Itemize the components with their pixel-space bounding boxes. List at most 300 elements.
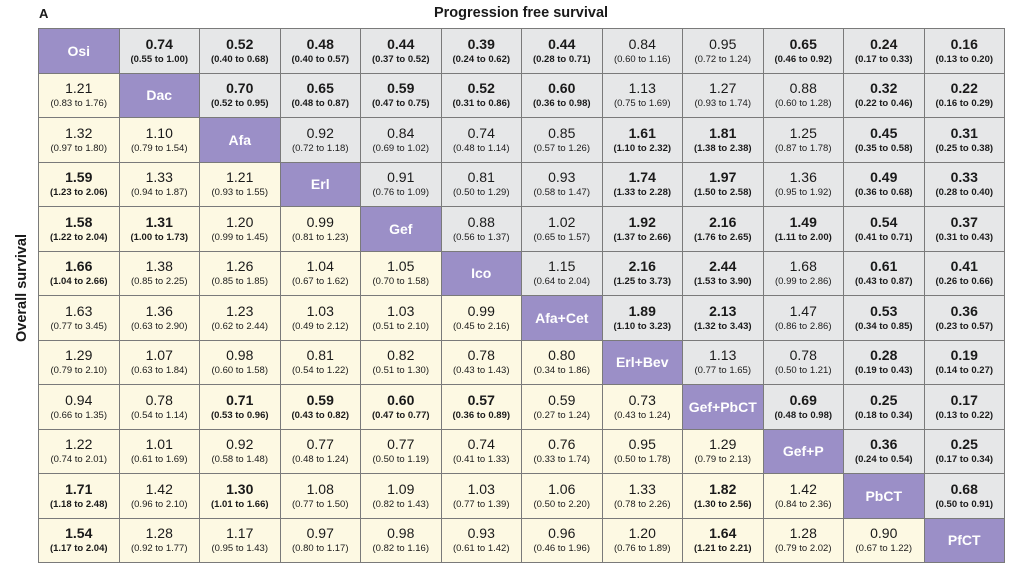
confidence-interval: (0.22 to 0.46) [854,98,913,110]
hazard-ratio-value: 0.57 [467,391,495,408]
confidence-interval: (0.43 to 1.43) [452,365,510,377]
hazard-ratio-value: 0.74 [467,124,495,141]
pfs-estimate-cell [361,73,442,118]
confidence-interval: (0.62 to 2.44) [211,320,268,332]
confidence-interval: (0.97 to 1.80) [50,142,107,154]
pfs-estimate-cell [602,29,683,74]
pfs-estimate-cell [602,73,683,118]
confidence-interval: (0.84 to 2.36) [774,498,832,510]
pfs-estimate-cell [280,29,361,74]
os-estimate-cell [522,385,603,430]
confidence-interval: (0.14 to 0.27) [935,365,994,377]
confidence-interval: (0.61 to 1.42) [452,543,510,555]
hazard-ratio-value: 1.68 [789,258,817,275]
confidence-interval: (0.28 to 0.40) [935,187,994,199]
os-estimate-cell [39,118,120,163]
hazard-ratio-value: 0.19 [950,347,978,364]
pfs-estimate-cell [361,29,442,74]
hazard-ratio-value: 1.21 [226,169,254,186]
os-estimate-cell [441,385,522,430]
hazard-ratio-value: 0.99 [306,213,334,230]
pfs-estimate-cell [924,162,1005,207]
hazard-ratio-value: 0.73 [628,391,656,408]
pfs-estimate-cell [441,118,522,163]
hazard-ratio-value: 1.54 [65,525,93,542]
hazard-ratio-value: 0.33 [950,169,978,186]
os-estimate-cell [280,385,361,430]
confidence-interval: (0.63 to 1.84) [130,365,188,377]
os-estimate-cell [39,251,120,296]
confidence-interval: (0.76 to 1.89) [613,543,671,555]
os-estimate-cell [119,518,200,563]
pfs-estimate-cell [763,73,844,118]
pfs-estimate-cell [522,251,603,296]
confidence-interval: (0.31 to 0.43) [935,231,994,243]
hazard-ratio-value: 0.59 [387,80,415,97]
hazard-ratio-value: 0.37 [950,213,978,230]
confidence-interval: (0.92 to 1.77) [130,543,188,555]
confidence-interval: (0.25 to 0.38) [935,142,994,154]
os-estimate-cell [119,474,200,519]
os-estimate-cell [39,429,120,474]
table-row [39,296,1005,341]
hazard-ratio-value: 1.89 [628,302,656,319]
hazard-ratio-value: 1.71 [65,480,93,497]
pfs-estimate-cell [441,29,522,74]
hazard-ratio-value: 0.77 [387,436,415,453]
confidence-interval: (1.10 to 3.23) [613,320,672,332]
confidence-interval: (0.23 to 0.57) [935,320,994,332]
hazard-ratio-value: 0.65 [306,80,334,97]
confidence-interval: (0.18 to 0.34) [854,409,913,421]
table-row [39,385,1005,430]
confidence-interval: (0.80 to 1.17) [291,543,349,555]
pfs-estimate-cell [924,429,1005,474]
pfs-estimate-cell [522,207,603,252]
confidence-interval: (0.78 to 2.26) [613,498,671,510]
pfs-estimate-cell [441,162,522,207]
os-estimate-cell [280,207,361,252]
pfs-estimate-cell [763,340,844,385]
hazard-ratio-value: 0.84 [628,35,656,52]
hazard-ratio-value: 0.36 [950,302,978,319]
confidence-interval: (0.79 to 2.13) [694,454,751,466]
hazard-ratio-value: 1.31 [145,213,173,230]
os-estimate-cell [602,518,683,563]
pfs-estimate-cell [844,73,925,118]
hazard-ratio-value: 1.22 [65,436,93,453]
hazard-ratio-value: 1.92 [628,213,656,230]
hazard-ratio-value: 0.80 [548,347,576,364]
panel-label: A [39,6,49,21]
table-row [39,518,1005,563]
confidence-interval: (0.95 to 1.43) [211,543,268,555]
treatment-label-cell: Osi [39,29,120,74]
hazard-ratio-value: 0.98 [226,347,254,364]
hazard-ratio-value: 2.16 [628,258,656,275]
hazard-ratio-value: 1.29 [65,347,93,364]
pfs-estimate-cell [844,385,925,430]
os-estimate-cell [119,296,200,341]
hazard-ratio-value: 0.92 [226,436,254,453]
hazard-ratio-value: 0.60 [548,80,576,97]
table-row [39,207,1005,252]
os-estimate-cell [441,296,522,341]
confidence-interval: (0.87 to 1.78) [774,142,832,154]
confidence-interval: (0.17 to 0.33) [854,53,913,65]
os-estimate-cell [119,429,200,474]
confidence-interval: (0.50 to 1.29) [452,187,510,199]
confidence-interval: (0.76 to 1.09) [372,187,429,199]
confidence-interval: (0.94 to 1.87) [130,187,188,199]
hazard-ratio-value: 1.97 [709,169,737,186]
pfs-axis-title: Progression free survival [433,5,609,21]
hazard-ratio-value: 1.64 [709,525,737,542]
hazard-ratio-value: 0.31 [950,124,978,141]
os-estimate-cell [602,385,683,430]
confidence-interval: (0.37 to 0.52) [371,53,430,65]
pfs-estimate-cell [924,296,1005,341]
table-row [39,118,1005,163]
hazard-ratio-value: 0.52 [467,80,495,97]
hazard-ratio-value: 0.45 [870,124,898,141]
hazard-ratio-value: 1.23 [226,302,254,319]
os-estimate-cell [361,296,442,341]
confidence-interval: (0.50 to 1.19) [372,454,429,466]
confidence-interval: (0.99 to 1.45) [211,231,268,243]
hazard-ratio-value: 0.78 [789,347,817,364]
hazard-ratio-value: 0.97 [306,525,334,542]
os-estimate-cell [683,474,764,519]
table-row [39,340,1005,385]
confidence-interval: (1.53 to 3.90) [693,276,752,288]
hazard-ratio-value: 1.08 [306,480,334,497]
pfs-estimate-cell [602,296,683,341]
confidence-interval: (0.93 to 1.74) [694,98,751,110]
hazard-ratio-value: 0.84 [387,124,415,141]
hazard-ratio-value: 0.44 [387,35,415,52]
pfs-estimate-cell [844,207,925,252]
confidence-interval: (0.85 to 1.85) [211,276,268,288]
os-estimate-cell [200,162,281,207]
hazard-ratio-value: 0.93 [548,169,576,186]
confidence-interval: (0.40 to 0.68) [210,53,269,65]
confidence-interval: (0.96 to 2.10) [130,498,188,510]
hazard-ratio-value: 0.94 [65,391,93,408]
confidence-interval: (0.93 to 1.55) [211,187,268,199]
hazard-ratio-value: 0.54 [870,213,898,230]
confidence-interval: (0.13 to 0.22) [935,409,994,421]
hazard-ratio-value: 0.78 [145,391,173,408]
pfs-estimate-cell [200,73,281,118]
os-estimate-cell [280,429,361,474]
hazard-ratio-value: 1.38 [145,258,173,275]
pfs-estimate-cell [924,118,1005,163]
os-estimate-cell [200,518,281,563]
pfs-estimate-cell [200,29,281,74]
hazard-ratio-value: 1.81 [709,124,737,141]
pfs-estimate-cell [924,340,1005,385]
os-estimate-cell [39,340,120,385]
pfs-estimate-cell [924,73,1005,118]
os-estimate-cell [200,340,281,385]
pfs-estimate-cell [361,118,442,163]
pfs-estimate-cell [924,251,1005,296]
confidence-interval: (0.48 to 1.14) [452,142,510,154]
os-estimate-cell [280,518,361,563]
hazard-ratio-value: 0.28 [870,347,898,364]
os-estimate-cell [119,340,200,385]
hazard-ratio-value: 0.70 [226,80,254,97]
hazard-ratio-value: 0.16 [950,35,978,52]
confidence-interval: (0.72 to 1.18) [291,142,349,154]
confidence-interval: (1.10 to 2.32) [613,142,672,154]
pfs-estimate-cell [924,207,1005,252]
hazard-ratio-value: 0.88 [789,80,817,97]
pfs-estimate-cell [441,73,522,118]
confidence-interval: (0.66 to 1.35) [50,409,107,421]
hazard-ratio-value: 1.06 [548,480,576,497]
pfs-estimate-cell [683,251,764,296]
confidence-interval: (0.60 to 1.16) [613,53,671,65]
hazard-ratio-value: 1.03 [306,302,334,319]
confidence-interval: (0.65 to 1.57) [533,231,590,243]
confidence-interval: (1.04 to 2.66) [49,276,108,288]
confidence-interval: (0.26 to 0.66) [935,276,994,288]
hazard-ratio-value: 1.01 [145,436,173,453]
hazard-ratio-value: 0.69 [789,391,817,408]
confidence-interval: (0.54 to 1.14) [130,409,188,421]
os-estimate-cell [280,474,361,519]
hazard-ratio-value: 0.17 [950,391,978,408]
confidence-interval: (1.30 to 2.56) [693,498,752,510]
confidence-interval: (1.22 to 2.04) [49,231,108,243]
treatment-label-cell: Ico [441,251,522,296]
pfs-estimate-cell [683,29,764,74]
os-estimate-cell [280,251,361,296]
os-estimate-cell [200,296,281,341]
confidence-interval: (0.70 to 1.58) [372,276,429,288]
hazard-ratio-value: 0.48 [306,35,334,52]
treatment-label-cell: PfCT [924,518,1005,563]
os-estimate-cell [119,162,200,207]
confidence-interval: (0.67 to 1.22) [855,543,912,555]
os-estimate-cell [39,385,120,430]
confidence-interval: (0.16 to 0.29) [935,98,994,110]
hazard-ratio-value: 1.63 [65,302,93,319]
table-row [39,73,1005,118]
hazard-ratio-value: 0.90 [870,525,898,542]
pfs-estimate-cell [683,296,764,341]
hazard-ratio-value: 2.13 [709,302,737,319]
confidence-interval: (1.00 to 1.73) [130,231,189,243]
confidence-interval: (1.01 to 1.66) [210,498,269,510]
confidence-interval: (1.38 to 2.38) [693,142,752,154]
hazard-ratio-value: 0.25 [950,436,978,453]
os-estimate-cell [361,429,442,474]
confidence-interval: (0.79 to 2.02) [774,543,832,555]
confidence-interval: (0.95 to 1.92) [774,187,832,199]
confidence-interval: (0.46 to 0.92) [774,53,833,65]
confidence-interval: (0.54 to 1.22) [291,365,349,377]
pfs-estimate-cell [763,251,844,296]
confidence-interval: (0.52 to 0.95) [210,98,269,110]
hazard-ratio-value: 0.71 [226,391,254,408]
confidence-interval: (0.79 to 1.54) [130,142,188,154]
pfs-estimate-cell [844,340,925,385]
pfs-estimate-cell [522,73,603,118]
hazard-ratio-value: 0.74 [467,436,495,453]
pfs-estimate-cell [763,207,844,252]
pfs-estimate-cell [602,162,683,207]
confidence-interval: (0.48 to 1.24) [291,454,349,466]
confidence-interval: (0.27 to 1.24) [533,409,590,421]
os-estimate-cell [280,340,361,385]
confidence-interval: (0.86 to 2.86) [774,320,832,332]
confidence-interval: (0.33 to 1.74) [533,454,590,466]
confidence-interval: (1.25 to 3.73) [613,276,672,288]
os-estimate-cell [119,118,200,163]
hazard-ratio-value: 0.44 [548,35,576,52]
pfs-estimate-cell [844,251,925,296]
table-row [39,162,1005,207]
hazard-ratio-value: 0.74 [145,35,173,52]
confidence-interval: (0.60 to 1.28) [774,98,832,110]
hazard-ratio-value: 0.96 [548,525,576,542]
hazard-ratio-value: 0.81 [467,169,495,186]
hazard-ratio-value: 1.25 [789,124,817,141]
confidence-interval: (1.76 to 2.65) [693,231,752,243]
confidence-interval: (0.83 to 1.76) [50,98,107,110]
os-estimate-cell [119,207,200,252]
os-estimate-cell [683,429,764,474]
pfs-estimate-cell [844,29,925,74]
os-estimate-cell [441,340,522,385]
pfs-estimate-cell [280,73,361,118]
hazard-ratio-value: 1.29 [709,436,737,453]
hazard-ratio-value: 1.05 [387,258,415,275]
treatment-label-cell: Dac [119,73,200,118]
hazard-ratio-value: 1.04 [306,258,334,275]
os-estimate-cell [522,518,603,563]
table-row [39,429,1005,474]
confidence-interval: (0.50 to 1.78) [613,454,671,466]
treatment-label-cell: PbCT [844,474,925,519]
hazard-ratio-value: 1.03 [467,480,495,497]
os-estimate-cell [361,340,442,385]
treatment-label-cell: Gef+P [763,429,844,474]
hazard-ratio-value: 0.25 [870,391,898,408]
hazard-ratio-value: 1.36 [145,302,173,319]
hazard-ratio-value: 1.10 [145,124,173,141]
hazard-ratio-value: 1.28 [789,525,817,542]
pfs-estimate-cell [924,29,1005,74]
hazard-ratio-value: 0.91 [387,169,415,186]
os-estimate-cell [39,296,120,341]
confidence-interval: (0.46 to 1.96) [533,543,590,555]
confidence-interval: (1.21 to 2.21) [693,543,752,555]
hazard-ratio-value: 0.39 [467,35,495,52]
pfs-estimate-cell [844,429,925,474]
pfs-estimate-cell [361,162,442,207]
confidence-interval: (0.13 to 0.20) [935,53,994,65]
hazard-ratio-value: 0.77 [306,436,334,453]
hazard-ratio-value: 0.81 [306,347,334,364]
os-estimate-cell [39,207,120,252]
confidence-interval: (0.77 to 1.50) [291,498,349,510]
os-estimate-cell [200,251,281,296]
pfs-estimate-cell [924,385,1005,430]
confidence-interval: (0.85 to 2.25) [130,276,188,288]
hazard-ratio-value: 0.65 [789,35,817,52]
os-estimate-cell [763,518,844,563]
os-estimate-cell [280,296,361,341]
hazard-ratio-value: 1.07 [145,347,173,364]
pfs-estimate-cell [763,162,844,207]
os-estimate-cell [522,429,603,474]
hazard-ratio-value: 0.24 [870,35,898,52]
hazard-ratio-value: 1.09 [387,480,415,497]
hazard-ratio-value: 1.20 [226,213,254,230]
os-estimate-cell [441,474,522,519]
os-estimate-cell [39,73,120,118]
confidence-interval: (0.56 to 1.37) [452,231,510,243]
hazard-ratio-value: 1.15 [548,258,576,275]
confidence-interval: (0.41 to 1.33) [452,454,510,466]
os-estimate-cell [522,340,603,385]
pfs-estimate-cell [602,251,683,296]
confidence-interval: (0.36 to 0.89) [452,409,511,421]
confidence-interval: (0.31 to 0.86) [452,98,511,110]
hazard-ratio-value: 1.17 [226,525,254,542]
hazard-ratio-value: 1.13 [709,347,737,364]
os-estimate-cell [200,385,281,430]
hazard-ratio-value: 0.41 [950,258,978,275]
pfs-estimate-cell [924,474,1005,519]
confidence-interval: (0.60 to 1.58) [211,365,268,377]
pfs-estimate-cell [602,118,683,163]
os-estimate-cell [39,518,120,563]
pfs-estimate-cell [683,73,764,118]
confidence-interval: (0.17 to 0.34) [935,454,994,466]
confidence-interval: (0.19 to 0.43) [854,365,913,377]
confidence-interval: (0.51 to 2.10) [372,320,429,332]
confidence-interval: (0.53 to 0.96) [210,409,269,421]
pfs-estimate-cell [683,118,764,163]
confidence-interval: (0.43 to 0.87) [854,276,913,288]
hazard-ratio-value: 1.28 [145,525,173,542]
hazard-ratio-value: 0.99 [467,302,495,319]
confidence-interval: (0.48 to 0.98) [774,409,833,421]
confidence-interval: (0.43 to 1.24) [613,409,671,421]
hazard-ratio-value: 1.33 [628,480,656,497]
confidence-interval: (0.47 to 0.75) [371,98,430,110]
os-estimate-cell [441,429,522,474]
hazard-ratio-value: 1.42 [789,480,817,497]
confidence-interval: (0.40 to 0.57) [291,53,350,65]
confidence-interval: (0.99 to 2.86) [774,276,832,288]
confidence-interval: (0.49 to 2.12) [291,320,349,332]
confidence-interval: (1.23 to 2.06) [49,187,108,199]
pfs-estimate-cell [683,340,764,385]
pfs-estimate-cell [522,118,603,163]
confidence-interval: (0.61 to 1.69) [130,454,188,466]
hazard-ratio-value: 2.16 [709,213,737,230]
confidence-interval: (0.24 to 0.54) [854,454,913,466]
confidence-interval: (0.48 to 0.87) [291,98,350,110]
hazard-ratio-value: 1.33 [145,169,173,186]
confidence-interval: (0.58 to 1.47) [533,187,590,199]
